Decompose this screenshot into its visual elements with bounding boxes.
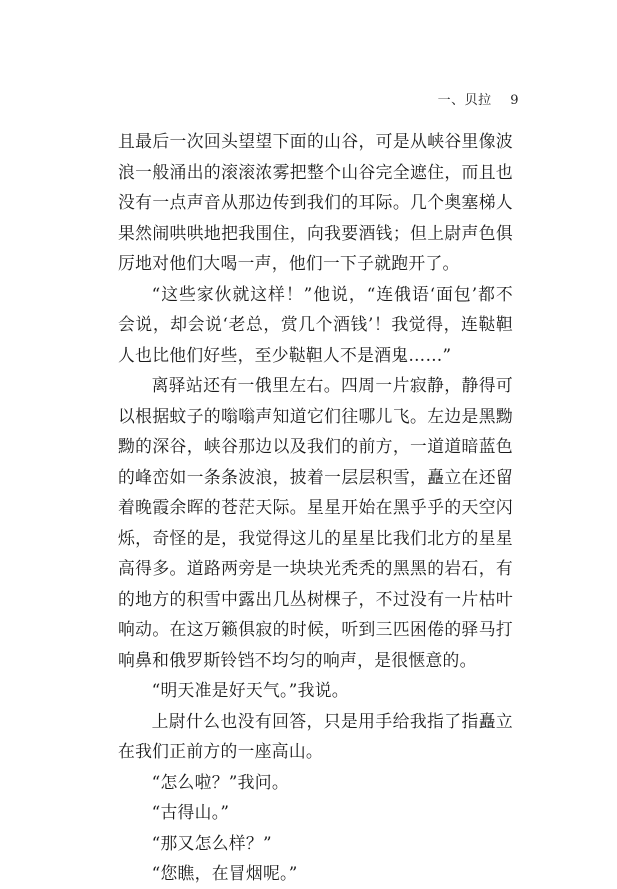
paragraph: “怎么啦？”我问。 — [151, 771, 289, 792]
paragraph: 离驿站还有一俄里左右。四周一片寂静，静得可以根据蚊子的嗡嗡声知道它们往哪儿飞。左边是黑黝黝的深谷，峡谷那边以及我们的前方，一道道暗蓝色的峰峦如一条条波浪，披着一层层积雪，矗立在还留着晚霞余晖的苍茫天际。星星开始在黑乎乎的天空闪烁，奇怪的是，我觉得这儿的星星比我们北方的星星高得多。道路两旁是一块块光秃秃的黑黑的岩石，有的地方的积雪中露出几丛树棵子，不过没有一片枯叶响动。在这万籁俱寂的时候，听到三匹困倦的驿马打响鼻和俄罗斯铃铛不均匀的响声，是很惬意的。 — [118, 375, 513, 670]
chapter-title: 一、贝拉 — [437, 93, 492, 108]
paragraph-continued: 且最后一次回头望望下面的山谷，可是从峡谷里像波浪一般涌出的滚滚浓雾把整个山谷完全遮住，而且也没有一点声音从那边传到我们的耳际。几个奥塞梯人果然闹哄哄地把我围住，向我要酒钱；但上尉声色俱厉地对他们大喝一声，他们一下子就跑开了。 — [118, 131, 513, 273]
paragraph: “您瞧，在冒烟呢。” — [151, 863, 298, 883]
body-text — [118, 126, 513, 889]
running-header — [438, 89, 519, 108]
paragraph: “这些家伙就这样！”他说，“连俄语‘面包’都不会说，却会说‘老总，赏几个酒钱’！我觉得，连鞑靼人也比他们好些，至少鞑靼人不是酒鬼……” — [118, 283, 513, 365]
paragraph: 上尉什么也没有回答，只是用手给我指了指矗立在我们正前方的一座高山。 — [118, 710, 513, 761]
paragraph: “明天准是好天气。”我说。 — [151, 680, 349, 700]
paragraph: “那又怎么样？” — [151, 832, 272, 853]
paragraph: “古得山。” — [151, 802, 230, 822]
page-number: 9 — [510, 93, 519, 108]
